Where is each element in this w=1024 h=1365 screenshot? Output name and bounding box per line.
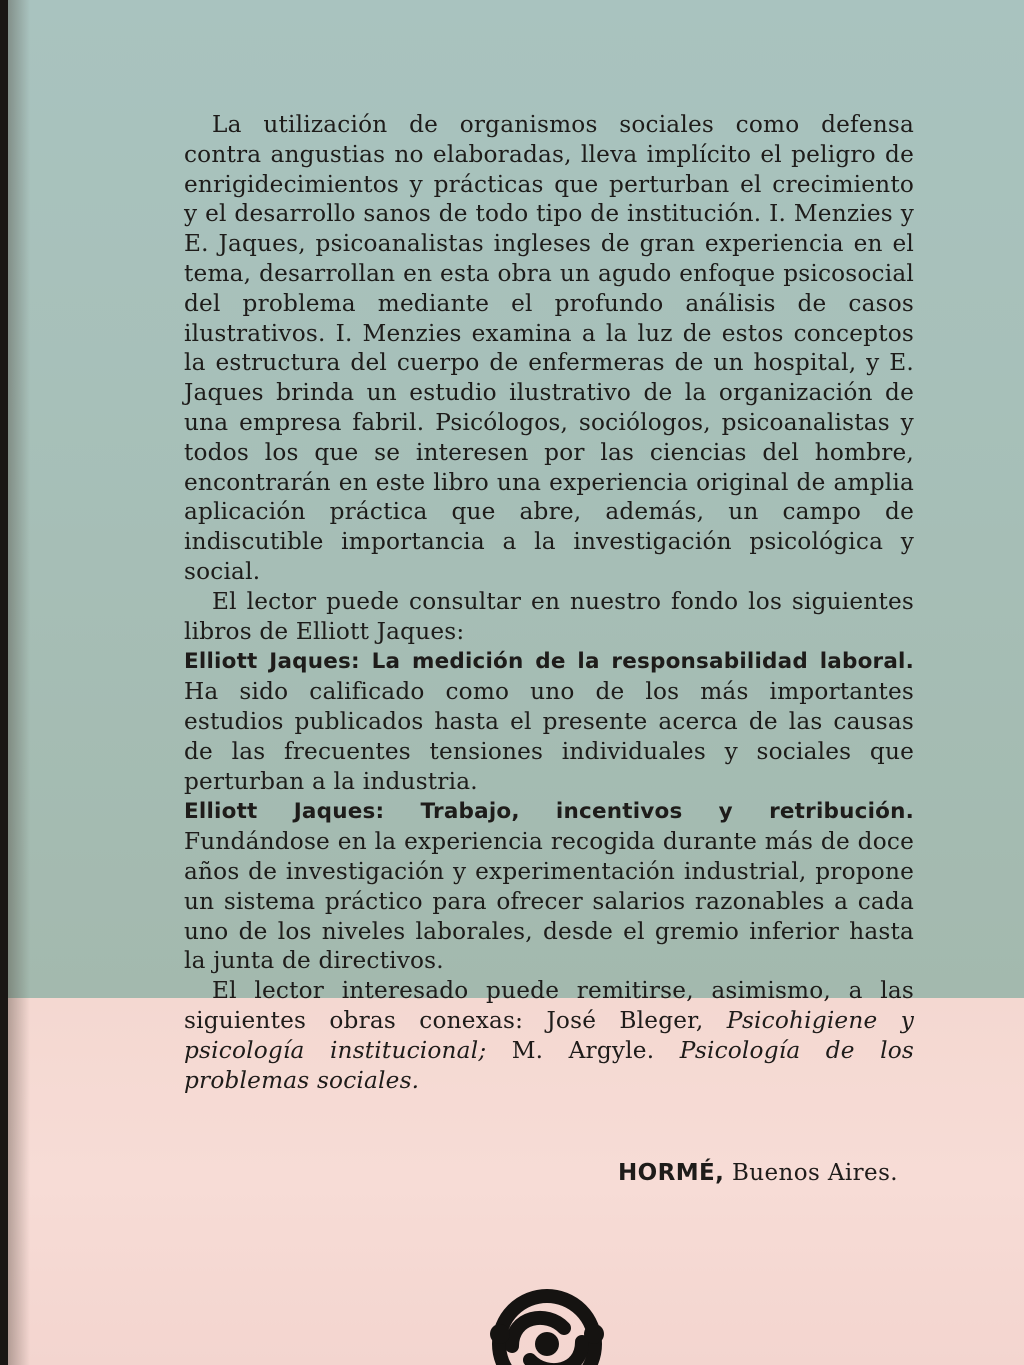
related-author: M. Argyle. — [511, 1036, 655, 1064]
catalog-intro-paragraph: El lector puede consultar en nuestro fondo los siguientes libros de Elliott Jaques: — [184, 587, 914, 645]
related-work-title: Psicología de los problemas sociales. — [184, 1036, 914, 1094]
spine-shadow — [8, 0, 30, 1365]
book-entry — [184, 796, 914, 976]
related-intro: El lector interesado puede remitirse, asimismo, a las siguientes obras conexas: — [184, 977, 914, 1034]
book-title: Elliott Jaques: Trabajo, incentivos y retribución. — [184, 799, 914, 825]
related-work-title: Psicohigiene y psicología institucional; — [184, 1006, 915, 1064]
book-summary: Fundándose en la experiencia recogida durante más de doce años de investigación y experimentación industrial, propone un sistema práctico para ofrecer salarios razonables a cada uno de los niveles laborales, desde el gremio inferior hasta la junta de directivos. — [184, 828, 914, 975]
related-works-paragraph — [184, 976, 914, 1095]
description-paragraph: La utilización de organismos sociales como defensa contra angustias no elaboradas, lleva implícito el peligro de enrigidecimientos y prácticas que perturban el crecimiento y el desarrollo sanos de todo tipo de institución. I. Menzies y E. Jaques, psicoanalistas ingleses de gran experiencia en el tema, desarrollan en esta obra un agudo enfoque psicosocial del problema mediante el profundo análisis de casos ilustrativos. I. Menzies examina a la luz de estos conceptos la estructura del cuerpo de enfermeras de un hospital, y E. Jaques brinda un estudio ilustrativo de la organización de una empresa fabril. Psicólogos, sociólogos, psicoanalistas y todos los que se interesen por las ciencias del hombre, encontrarán en este libro una experiencia original de amplia aplicación práctica que abre, además, un campo de indiscutible importancia a la investigación psicológica y social. — [184, 111, 914, 585]
horme-publisher-logo-icon — [472, 1276, 622, 1365]
book-summary: Ha sido calificado como uno de los más importantes estudios publicados hasta el presente acerca de las causas de las frecuentes tensiones individuales y sociales que perturban a la industria. — [184, 678, 914, 795]
book-back-cover — [8, 0, 1024, 1365]
publisher-name: HORMÉ, — [618, 1160, 725, 1186]
blurb-text — [184, 110, 914, 1095]
book-entry — [184, 646, 914, 796]
publisher-imprint — [618, 1160, 898, 1186]
related-author: José Bleger, — [546, 1006, 704, 1034]
book-title: Elliott Jaques: La medición de la responsabilidad laboral. — [184, 649, 914, 675]
publisher-city: Buenos Aires. — [732, 1160, 898, 1186]
